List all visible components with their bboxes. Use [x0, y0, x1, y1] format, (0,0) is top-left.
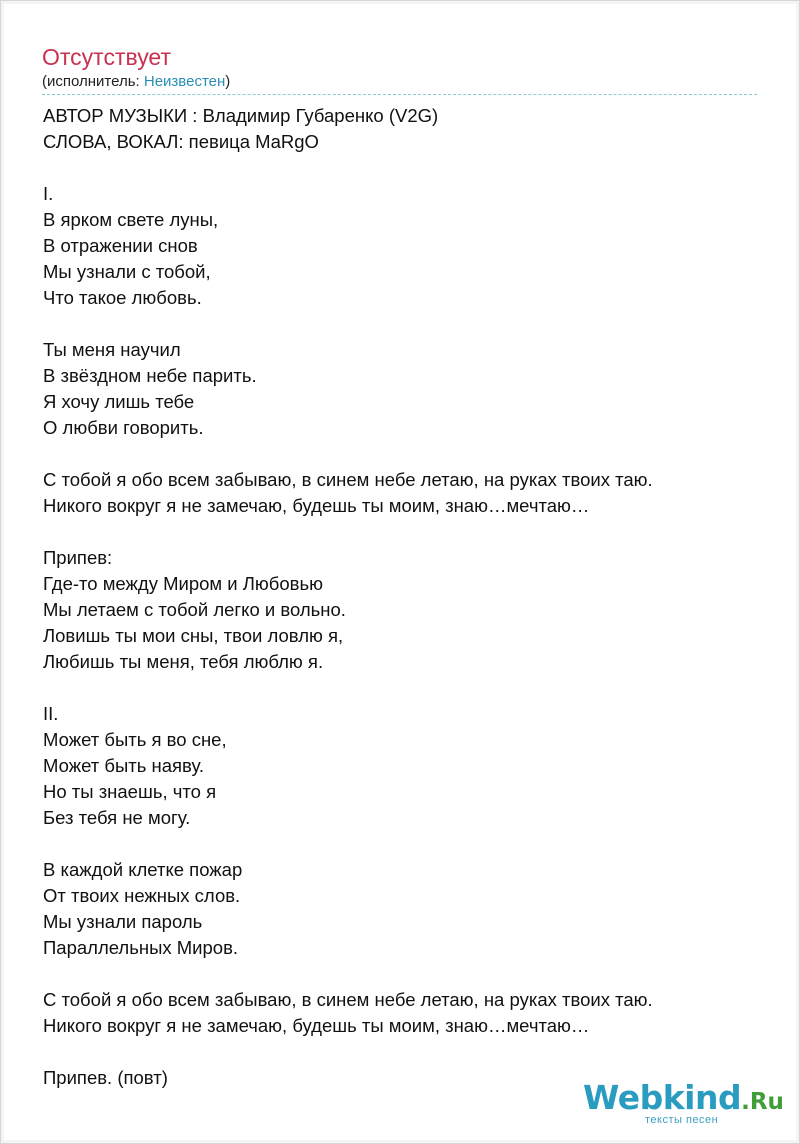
lyric-line: Что такое любовь. [43, 287, 202, 308]
lyric-line [43, 519, 758, 545]
lyric-line: Никого вокруг я не замечаю, будешь ты моим, знаю…мечтаю… [43, 495, 590, 516]
webkind-logo[interactable] [583, 1078, 784, 1128]
lyric-line: Припев. (повт) [43, 1067, 168, 1088]
lyric-line: В звёздном небе парить. [43, 365, 257, 386]
lyric-line: Где-то между Миром и Любовью [43, 573, 323, 594]
lyric-line: Ловишь ты мои сны, твои ловлю я, [43, 625, 344, 646]
lyric-line: Может быть я во сне, [43, 729, 227, 750]
lyric-line: Ты меня научил [43, 339, 181, 360]
logo-tagline: тексты песен [645, 1114, 719, 1126]
lyric-line [43, 155, 758, 181]
lyric-line [43, 1039, 758, 1065]
lyric-line: Без тебя не могу. [43, 807, 191, 828]
song-title: Отсутствует [42, 44, 171, 70]
lyric-line: В каждой клетке пожар [43, 859, 243, 880]
performer-line [42, 73, 230, 91]
lyrics-block [43, 103, 758, 1091]
lyric-line [43, 675, 758, 701]
lyric-line: В ярком свете луны, [43, 209, 219, 230]
lyric-line: СЛОВА, ВОКАЛ: певица MaRgO [43, 131, 319, 152]
lyric-line: О любви говорить. [43, 417, 204, 438]
lyric-line: I. [43, 183, 54, 204]
logo-main-text: Webkind [583, 1078, 742, 1117]
lyric-line: Может быть наяву. [43, 755, 204, 776]
dashed-divider [42, 94, 757, 95]
lyric-line: Мы узнали пароль [43, 911, 203, 932]
lyric-line: Любишь ты меня, тебя люблю я. [43, 651, 324, 672]
lyric-line: Припев: [43, 547, 113, 568]
lyric-line: С тобой я обо всем забываю, в синем небе летаю, на руках твоих таю. [43, 989, 653, 1010]
lyric-line: С тобой я обо всем забываю, в синем небе летаю, на руках твоих таю. [43, 469, 653, 490]
lyric-line: Но ты знаешь, что я [43, 781, 217, 802]
logo-tld-text: .Ru [741, 1089, 784, 1115]
performer-link[interactable]: Неизвестен [143, 73, 226, 90]
performer-close: ) [225, 73, 231, 90]
lyric-line: Параллельных Миров. [43, 937, 239, 958]
lyric-line: Мы летаем с тобой легко и вольно. [43, 599, 346, 620]
performer-label: (исполнитель: [42, 73, 144, 90]
lyric-line [43, 831, 758, 857]
lyric-line: От твоих нежных слов. [43, 885, 241, 906]
lyric-line: Никого вокруг я не замечаю, будешь ты моим, знаю…мечтаю… [43, 1015, 590, 1036]
lyric-line: Я хочу лишь тебе [43, 391, 195, 412]
lyric-line: В отражении снов [43, 235, 198, 256]
lyric-line: АВТОР МУЗЫКИ : Владимир Губаренко (V2G) [43, 105, 439, 126]
lyric-line: II. [43, 703, 59, 724]
lyric-line: Мы узнали с тобой, [43, 261, 211, 282]
lyric-line [43, 961, 758, 987]
lyric-line [43, 441, 758, 467]
lyric-line [43, 311, 758, 337]
